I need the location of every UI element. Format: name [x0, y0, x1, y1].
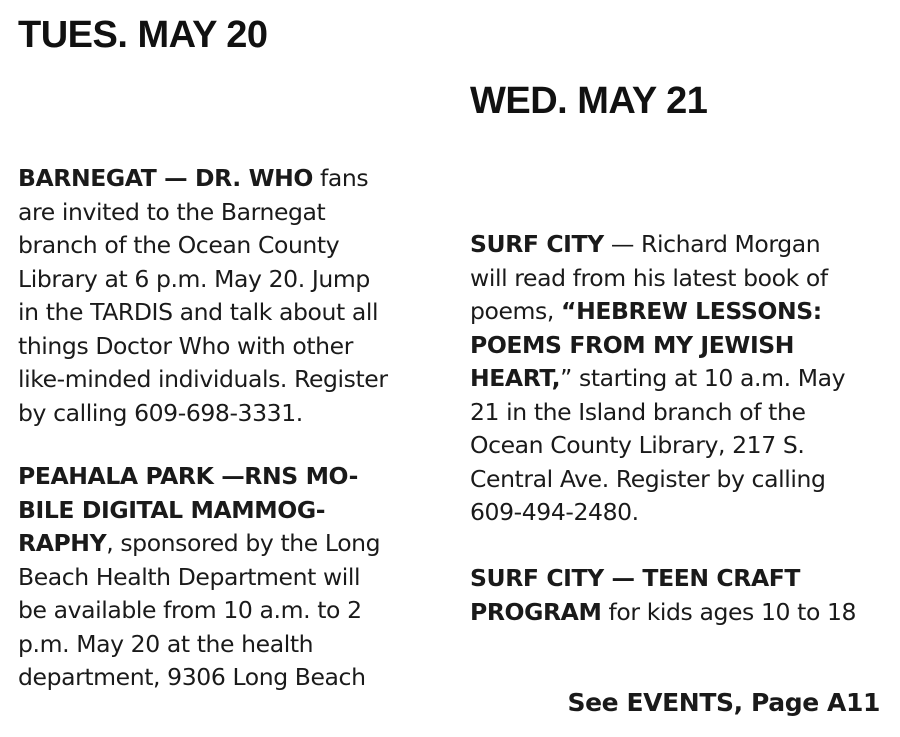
event-text: will read from his latest book of [470, 263, 828, 292]
book-title: POEMS FROM MY JEWISH [470, 330, 795, 359]
event-text: 609-494-2480. [470, 498, 639, 526]
event-headline: BILE DIGITAL MAMMOG- [18, 495, 326, 524]
event-text: for kids ages 10 to 18 [601, 597, 857, 626]
event-headline: SURF CITY — TEEN CRAFT [470, 564, 801, 592]
event-surf-city-teen-craft [470, 562, 856, 629]
event-text: like-minded individuals. Register [18, 365, 388, 393]
event-text: department, 9306 Long Beach [18, 663, 366, 691]
event-barnegat-dr-who [18, 162, 388, 430]
event-text: Central Ave. Register by calling [470, 464, 826, 493]
event-peahala-park-mammography [18, 460, 380, 695]
event-headline: BARNEGAT — DR. WHO [18, 164, 313, 192]
event-text: Beach Health Department will [18, 562, 361, 591]
event-surf-city-richard-morgan [470, 228, 845, 530]
event-headline: PROGRAM [470, 597, 602, 626]
event-headline: RAPHY [18, 529, 107, 557]
date-heading-wednesday: WED. MAY 21 [470, 80, 708, 122]
event-text: Library at 6 p.m. May 20. Jump [18, 264, 370, 293]
event-text: 21 in the Island branch of the [470, 397, 806, 426]
event-text: ” starting at 10 a.m. May [560, 364, 846, 392]
event-text: fans [312, 164, 369, 192]
jump-line: See EVENTS, Page A11 [567, 688, 880, 717]
event-text: things Doctor Who with other [18, 331, 353, 360]
event-text: in the TARDIS and talk about all [18, 298, 379, 326]
event-text: p.m. May 20 at the health [18, 629, 314, 658]
event-text: by calling 609-698-3331. [18, 398, 303, 427]
date-heading-tuesday: TUES. MAY 20 [18, 14, 268, 56]
event-text: branch of the Ocean County [18, 231, 340, 259]
event-text: poems, [470, 297, 562, 325]
event-text: are invited to the Barnegat [18, 197, 326, 226]
book-title: HEART, [470, 364, 561, 392]
event-text: be available from 10 a.m. to 2 [18, 596, 362, 624]
event-headline: SURF CITY [470, 230, 604, 258]
book-title: “HEBREW LESSONS: [561, 297, 822, 325]
event-headline: PEAHALA PARK —RNS MO- [18, 462, 358, 490]
event-text: Ocean County Library, 217 S. [470, 431, 805, 459]
event-text: , sponsored by the Long [106, 529, 381, 557]
event-text: — Richard Morgan [603, 230, 821, 258]
